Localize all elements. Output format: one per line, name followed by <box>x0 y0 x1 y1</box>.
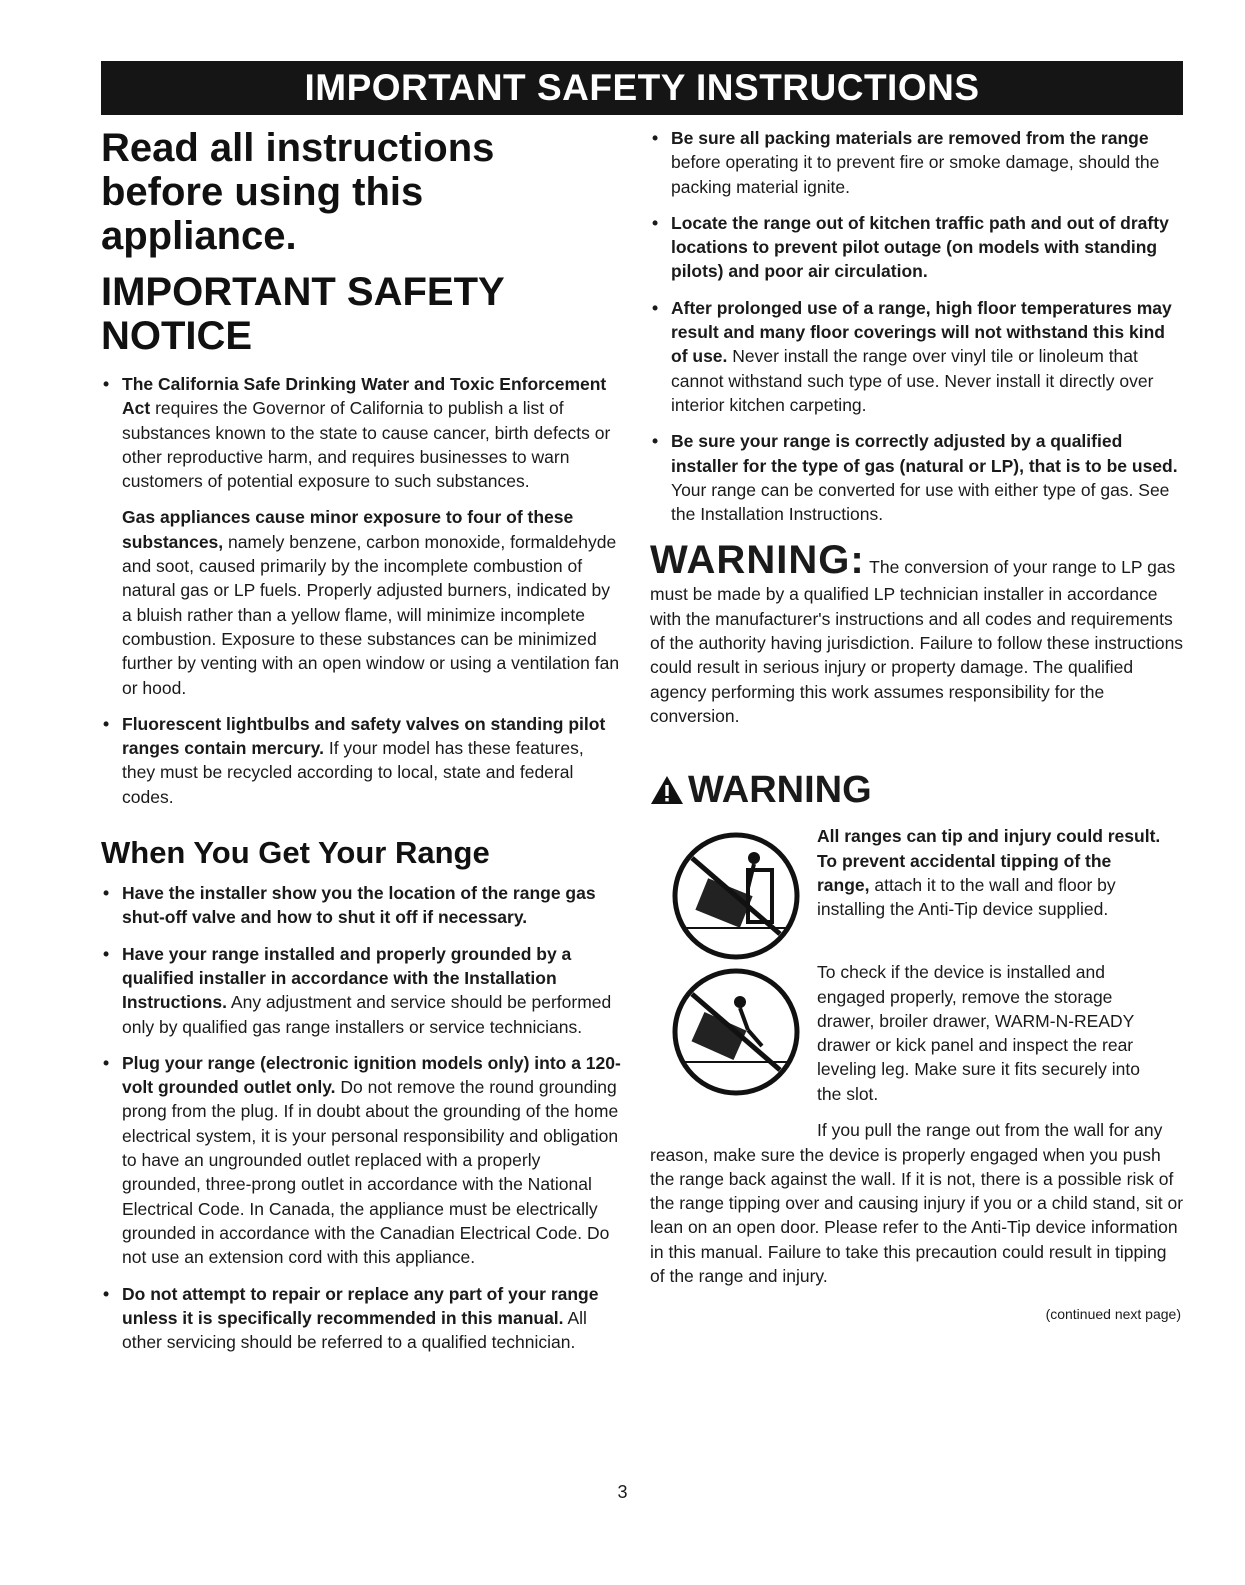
notice-list <box>101 372 621 493</box>
bullet-icon: • <box>652 297 659 318</box>
continued-note: (continued next page) <box>1045 1306 1181 1323</box>
warning-text: The conversion of your range to LP gas must be made by a qualified LP technician installer in accordance with the manufacturer's instructions and all codes and requirements of the authority having jurisdiction. Failure to follow these instructions could result in serious injury or property damage. The qualified agency performing this work assumes responsibility for the conversion. <box>650 557 1184 726</box>
bullet-icon: • <box>103 883 110 904</box>
warning-label: WARNING: <box>650 538 865 583</box>
range-list <box>101 881 621 1354</box>
bullet-icon: • <box>652 128 659 148</box>
left-column <box>101 126 621 1366</box>
no-tip-range-icon <box>670 830 802 962</box>
item-bold: Gas appliances cause minor exposure to four of these substances, <box>122 507 574 552</box>
anti-tip-paragraph-1 <box>817 824 1167 921</box>
bullet-icon: • <box>103 943 110 964</box>
item-text: before operating it to prevent fire or smoke damage, should the packing material ignite. <box>671 152 1160 197</box>
page-banner: IMPORTANT SAFETY INSTRUCTIONS <box>101 61 1183 115</box>
list-item <box>101 942 621 1039</box>
item-text: If your model has these features, they must be recycled according to local, state and federal codes. <box>122 738 584 807</box>
no-stand-on-door-icon <box>670 966 802 1098</box>
item-text: Never install the range over vinyl tile or linoleum that cannot withstand such type of use. Never install it directly over interior kitchen carpeting. <box>671 346 1154 415</box>
list-item <box>650 296 1185 417</box>
bullet-icon: • <box>103 1052 110 1073</box>
item-bold: Plug your range (electronic ignition models only) into a 120-volt grounded outlet only. <box>122 1052 621 1098</box>
item-bold: All ranges can tip and injury could result. To prevent accidental tipping of the range, <box>817 826 1161 895</box>
item-bold: Locate the range out of kitchen traffic path and out of drafty locations to prevent pilot outage (on models with standing pilots) and poor air circulation. <box>671 212 1169 282</box>
item-text: Your range can be converted for use with either type of gas. See the Installation Instructions. <box>671 479 1170 525</box>
bullet-icon: • <box>103 374 110 394</box>
bullet-icon: • <box>652 212 659 233</box>
anti-tip-paragraph-3: If you pull the range out from the wall for any reason, make sure the device is properly engaged when you push the range back against the wall. If it is not, there is a possible risk of the range tipping over and causing injury if you or a child stand, sit or lean on an open door. Please refer to the Anti-Tip device information in this manual. Failure to take this precaution could result in tipping of the range and injury. <box>650 1120 1184 1287</box>
read-instructions-heading: Read all instructions before using this appliance. <box>101 126 495 258</box>
fluorescent-list <box>101 712 621 809</box>
warning-title-text: WARNING <box>688 769 872 812</box>
anti-tip-warning-title <box>650 768 1185 812</box>
bullet-icon: • <box>652 431 659 452</box>
list-item <box>101 372 621 493</box>
safety-notice-heading: IMPORTANT SAFETY NOTICE <box>101 270 504 358</box>
item-bold: After prolonged use of a range, high floor temperatures may result and many floor coverings will not withstand this kind of use. <box>671 297 1172 367</box>
anti-tip-section <box>650 826 1185 1118</box>
range-precautions-list <box>650 126 1185 526</box>
list-item <box>650 429 1185 526</box>
lp-conversion-warning <box>650 538 1185 728</box>
bullet-icon: • <box>103 713 110 734</box>
list-item <box>101 1282 621 1355</box>
right-column <box>650 126 1185 1322</box>
item-text: Do not remove the round grounding prong from the plug. If in doubt about the grounding of the home electrical system, it is your personal responsibility and obligation to have an ungrounded outlet replaced with a properly grounded, three-prong outlet in accordance with the National Electrical Code. In Canada, the appliance must be electrically grounded in accordance with the Canadian Electrical Code. Do not use an extension cord with this appliance. <box>122 1077 619 1268</box>
page-number: 3 <box>617 1482 628 1502</box>
list-item <box>101 1051 621 1270</box>
list-item <box>101 712 621 809</box>
gas-exposure-paragraph <box>122 505 621 699</box>
item-bold: Have your range installed and properly grounded by a qualified installer in accordance with the Installation Instructions. <box>122 943 572 1013</box>
anti-tip-paragraph-2: To check if the device is installed and engaged properly, remove the storage drawer, broiler drawer, WARM-N-READY drawer or kick panel and inspect the rear leveling leg. Make sure it fits securely into the slot. <box>817 962 1140 1104</box>
item-bold: Fluorescent lightbulbs and safety valves on standing pilot ranges contain mercury. <box>122 713 606 759</box>
item-text: Any adjustment and service should be performed only by qualified gas range installers or service technicians. <box>122 992 612 1037</box>
item-bold: Be sure all packing materials are removed from the range <box>671 128 1149 148</box>
warning-triangle-icon <box>650 775 684 805</box>
when-you-get-range-heading: When You Get Your Range <box>101 835 490 871</box>
item-text: requires the Governor of California to publish a list of substances known to the state to cause cancer, birth defects or other reproductive harm, and requires businesses to warn customers of potential exposure to such substances. <box>122 398 611 492</box>
list-item <box>101 881 621 930</box>
item-text: attach it to the wall and floor by installing the Anti-Tip device supplied. <box>817 874 1116 920</box>
item-text: All other servicing should be referred to a qualified technician. <box>122 1307 587 1353</box>
list-item <box>650 211 1185 284</box>
item-bold: The California Safe Drinking Water and Toxic Enforcement Act <box>122 374 607 419</box>
bullet-icon: • <box>103 1283 110 1304</box>
item-text: namely benzene, carbon monoxide, formaldehyde and soot, caused primarily by the incomplete combustion of natural gas or LP fuels. Properly adjusted burners, indicated by a bluish rather than a yellow flame, will minimize incomplete combustion. Exposure to these substances can be minimized further by venting with an open window or using a ventilation fan or hood. <box>122 531 620 698</box>
item-bold: Have the installer show you the location of the range gas shut-off valve and how to shut it off if necessary. <box>122 883 596 928</box>
item-bold: Be sure your range is correctly adjusted by a qualified installer for the type of gas (natural or LP), that is to be used. <box>671 431 1178 476</box>
list-item <box>650 126 1185 199</box>
item-bold: Do not attempt to repair or replace any part of your range unless it is specifically recommended in this manual. <box>122 1283 599 1328</box>
